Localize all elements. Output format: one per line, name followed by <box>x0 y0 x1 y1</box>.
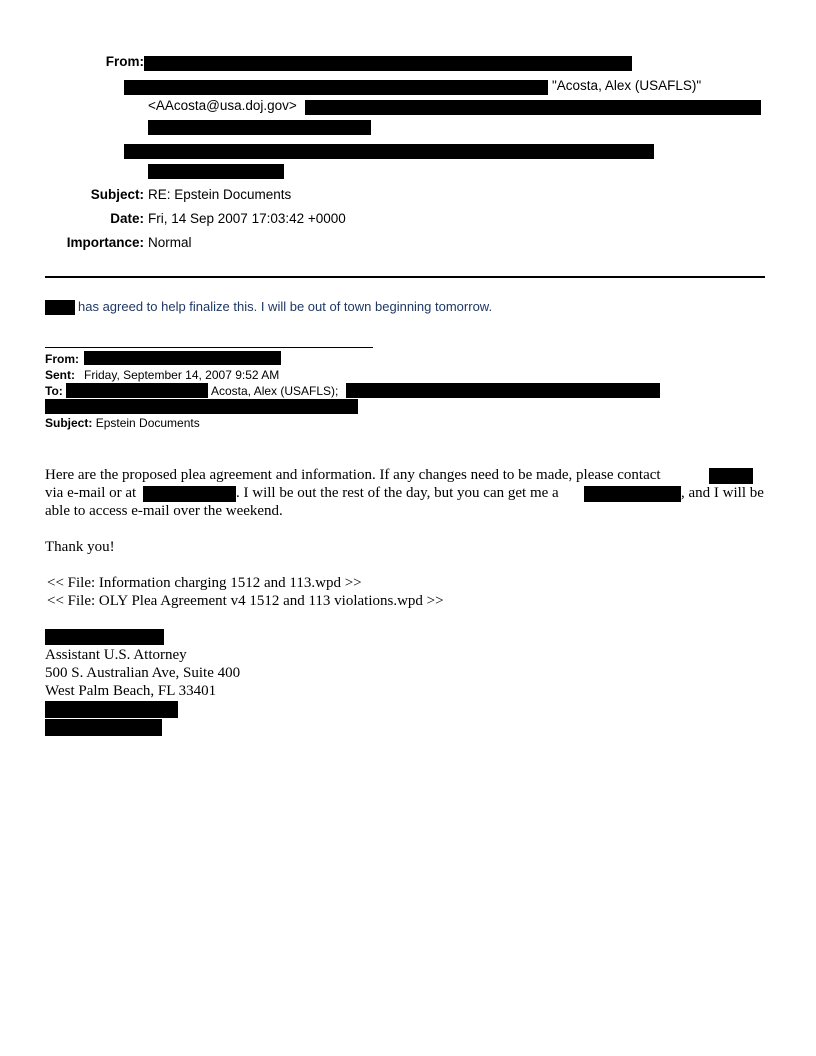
signature-title: Assistant U.S. Attorney <box>45 647 187 663</box>
redacted-recipients-3 <box>148 120 371 135</box>
thanks-line: Thank you! <box>45 539 115 555</box>
fwd-from-label: From: <box>45 352 79 366</box>
redacted-phone-2 <box>584 486 681 502</box>
date-label: Date: <box>110 211 144 226</box>
body-line-1: Here are the proposed plea agreement and information. If any changes need to be made, please contact <box>45 467 661 483</box>
body-line-2a: via e-mail or at <box>45 485 137 501</box>
fwd-subject-label: Subject: Epstein Documents <box>45 416 200 430</box>
acosta-email: <AAcosta@usa.doj.gov> <box>148 98 297 113</box>
importance-label: Importance: <box>66 235 144 250</box>
redacted-phone-1 <box>143 486 236 502</box>
signature-address-1: 500 S. Australian Ave, Suite 400 <box>45 665 241 681</box>
signature-address-2: West Palm Beach, FL 33401 <box>45 683 217 699</box>
redacted-fwd-sender <box>84 351 281 365</box>
redacted-signature-phone <box>45 701 178 718</box>
body-line-3: able to access e-mail over the weekend. <box>45 503 283 519</box>
fwd-to-value: Acosta, Alex (USAFLS); <box>211 384 339 398</box>
redacted-signature-name <box>45 629 164 645</box>
subject-value: RE: Epstein Documents <box>148 187 292 202</box>
header-divider <box>45 276 765 278</box>
attachment-2[interactable]: << File: OLY Plea Agreement v4 1512 and 113 violations.wpd >> <box>47 593 444 609</box>
importance-value: Normal <box>148 235 192 250</box>
redacted-recipients-1 <box>124 80 548 95</box>
redacted-sender <box>144 56 632 71</box>
reply-message: has agreed to help finalize this. I will be out of town beginning tomorrow. <box>78 299 493 314</box>
acosta-name: "Acosta, Alex (USAFLS)" <box>552 78 702 93</box>
body-line-2c: , and I will be <box>681 485 764 501</box>
from-label: From: <box>105 54 144 69</box>
forward-separator <box>45 347 373 348</box>
redacted-name-reply <box>45 300 75 315</box>
date-value: Fri, 14 Sep 2007 17:03:42 +0000 <box>148 211 346 226</box>
redacted-recipients-2 <box>305 100 761 115</box>
redacted-fwd-to-1 <box>66 383 208 398</box>
subject-label: Subject: <box>90 187 144 202</box>
fwd-to-label: To: <box>45 384 63 398</box>
redacted-signature-fax <box>45 719 162 736</box>
body-line-2b: . I will be out the rest of the day, but you can get me a <box>236 485 559 501</box>
redacted-recipients-5 <box>148 164 284 179</box>
fwd-subject-value: Epstein Documents <box>95 416 200 430</box>
redacted-recipients-4 <box>124 144 654 159</box>
fwd-sent-value: Friday, September 14, 2007 9:52 AM <box>84 368 280 382</box>
redacted-fwd-to-2 <box>346 383 660 398</box>
redacted-contact-name <box>709 468 753 484</box>
attachment-1[interactable]: << File: Information charging 1512 and 113.wpd >> <box>47 575 362 591</box>
redacted-fwd-to-3 <box>45 399 358 414</box>
fwd-sent-label: Sent: <box>45 368 75 382</box>
